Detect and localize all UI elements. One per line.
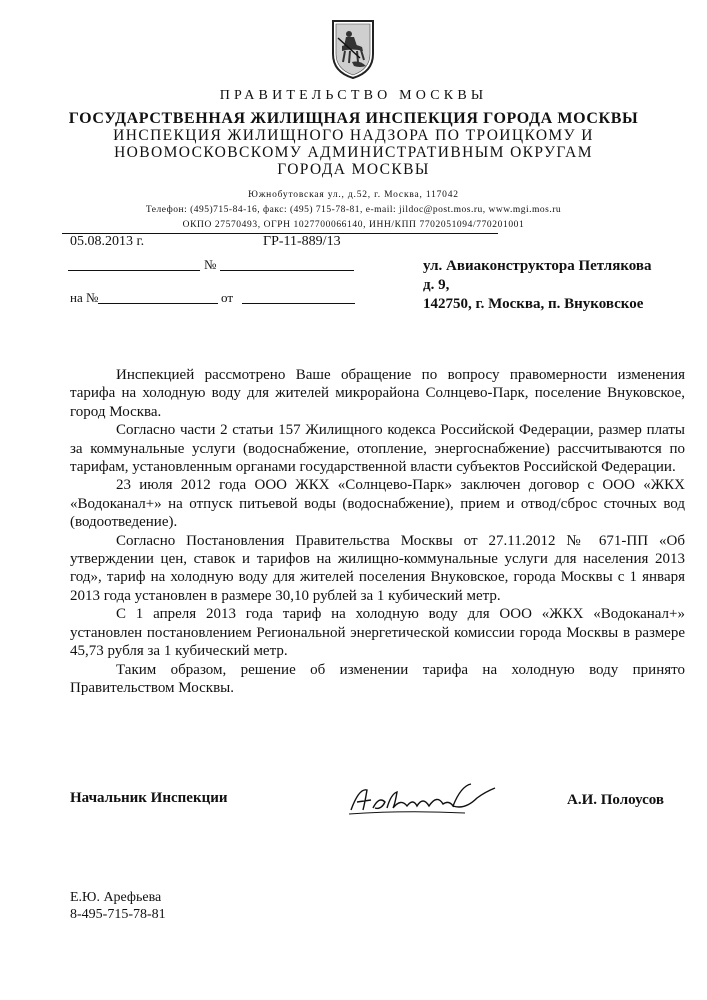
handwritten-signature bbox=[345, 780, 505, 820]
reply-number-label: на № bbox=[70, 290, 99, 305]
address-line: Южнобутовская ул., д.52, г. Москва, 117042 bbox=[248, 190, 459, 200]
letter-body bbox=[70, 366, 685, 697]
letter-date: 05.08.2013 г. bbox=[70, 234, 145, 249]
reply-date-line bbox=[242, 303, 355, 304]
executor-name: Е.Ю. Арефьева bbox=[70, 890, 162, 905]
government-name: ПРАВИТЕЛЬСТВО МОСКВЫ bbox=[219, 88, 488, 103]
department-line-3: ГОРОДА МОСКВЫ bbox=[277, 161, 430, 178]
body-paragraph: С 1 апреля 2013 года тариф на холодную воду для ООО «ЖКХ «Водоканал+» установлен постановлением Региональной энергетической комиссии города Москвы в размере 45,73 рубля за 1 кубический метр. bbox=[70, 606, 685, 660]
signatory-position: Начальник Инспекции bbox=[70, 790, 228, 806]
recipient-street: ул. Авиаконструктора Петлякова bbox=[423, 258, 652, 274]
department-line-2: НОВОМОСКОВСКОМУ АДМИНИСТРАТИВНЫМ ОКРУГАМ bbox=[114, 144, 593, 161]
recipient-building: д. 9, bbox=[423, 277, 450, 293]
signatory-name: А.И. Полоусов bbox=[567, 792, 664, 808]
recipient-city: 142750, г. Москва, п. Внуковское bbox=[423, 296, 644, 312]
body-paragraph: Таким образом, решение об изменении тарифа на холодную воду принято Правительством Москвы. bbox=[70, 661, 685, 696]
inspection-name: ГОСУДАРСТВЕННАЯ ЖИЛИЩНАЯ ИНСПЕКЦИЯ ГОРОДА МОСКВЫ bbox=[68, 110, 639, 127]
reply-number-line bbox=[98, 303, 218, 304]
body-paragraph: Согласно Постановления Правительства Москвы от 27.11.2012 № 671-ПП «Об утверждении цен, ставок и тарифов на жилищно-коммунальные услуги для населения 2013 год», тариф на холодную воду для жителей поселения Внуковское, города Москвы с 1 января 2013 года установлен в размере 30,10 рублей за 1 кубический метр. bbox=[70, 532, 685, 604]
moscow-coat-of-arms-icon bbox=[330, 18, 376, 80]
blank-number-line bbox=[220, 270, 354, 271]
registration-codes: ОКПО 27570493, ОГРН 1027700066140, ИНН/КПП 7702051094/770201001 bbox=[182, 220, 525, 230]
body-paragraph: Инспекцией рассмотрено Ваше обращение по вопросу правомерности изменения тарифа на холодную воду для жителей микрорайона Солнцево-Парк, поселение Внуковское, город Москва. bbox=[70, 367, 685, 420]
executor-phone: 8-495-715-78-81 bbox=[70, 907, 166, 922]
letter-number: ГР-11-889/13 bbox=[263, 234, 341, 249]
number-label: № bbox=[204, 257, 217, 272]
blank-date-line bbox=[68, 270, 200, 271]
body-paragraph: Согласно части 2 статьи 157 Жилищного кодекса Российской Федерации, размер платы за коммунальные услуги (водоснабжение, отопление, энергоснабжение) рассчитываются по тарифам, установленным органами государственной власти субъектов Российской Федерации. bbox=[70, 422, 685, 476]
department-line-1: ИНСПЕКЦИЯ ЖИЛИЩНОГО НАДЗОРА ПО ТРОИЦКОМУ И bbox=[113, 127, 594, 144]
contacts-line: Телефон: (495)715-84-16, факс: (495) 715-78-81, e-mail: jildoc@post.mos.ru, www.mgi.mos.ru bbox=[145, 205, 562, 215]
from-label: от bbox=[221, 290, 234, 305]
body-paragraph: 23 июля 2012 года ООО ЖКХ «Солнцево-Парк» заключен договор с ООО «ЖКХ «Водоканал+» на отпуск питьевой воды (водоснабжение), прием и отвод/сброс сточных вод (водоотведение). bbox=[70, 477, 685, 531]
